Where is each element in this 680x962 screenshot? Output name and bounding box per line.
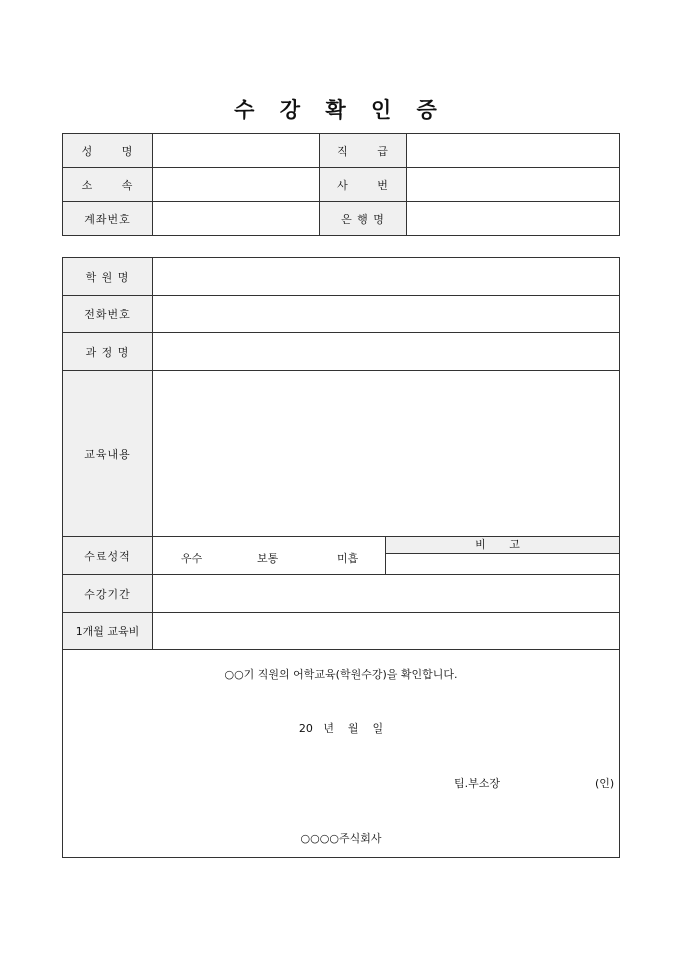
content-label: 교육내용 [63,371,153,537]
grade-poor[interactable]: 미흡 [337,552,359,565]
rank-label: 직 급 [320,134,407,168]
fee-label: 1개월 교육비 [63,613,153,650]
bank-field[interactable] [407,202,620,236]
dept-field[interactable] [153,168,320,202]
date-line: 20 년 월 일 [298,722,384,735]
rank-field[interactable] [407,134,620,168]
grade-options [153,537,386,575]
phone-label: 전화번호 [63,296,153,333]
grade-label: 수료성적 [63,537,153,575]
academy-label: 학 원 명 [63,258,153,296]
fee-field[interactable] [153,613,620,650]
signer-label: 팀.부소장 [454,777,501,790]
note-cell [386,537,620,575]
company-name: ○○○○주식회사 [300,832,382,845]
grade-average[interactable]: 보통 [257,552,279,565]
period-field[interactable] [153,575,620,613]
note-field[interactable] [386,554,619,574]
name-label: 성 명 [63,134,153,168]
content-field[interactable] [153,371,620,537]
empno-label: 사 번 [320,168,407,202]
account-field[interactable] [153,202,320,236]
dept-label: 소 속 [63,168,153,202]
course-info-table [62,257,620,858]
course-field[interactable] [153,333,620,371]
document-title: 수 강 확 인 증 [234,98,446,122]
note-label: 비 고 [386,537,619,554]
course-label: 과 정 명 [63,333,153,371]
name-field[interactable] [153,134,320,168]
personal-info-table [62,133,620,236]
seal-label: (인) [595,777,615,790]
account-label: 계좌번호 [63,202,153,236]
phone-field[interactable] [153,296,620,333]
period-label: 수강기간 [63,575,153,613]
grade-excellent[interactable]: 우수 [181,552,203,565]
confirm-text: ○○기 직원의 어학교육(학원수강)을 확인합니다. [224,668,458,681]
confirmation-section [63,650,620,858]
academy-field[interactable] [153,258,620,296]
empno-field[interactable] [407,168,620,202]
bank-label: 은 행 명 [320,202,407,236]
